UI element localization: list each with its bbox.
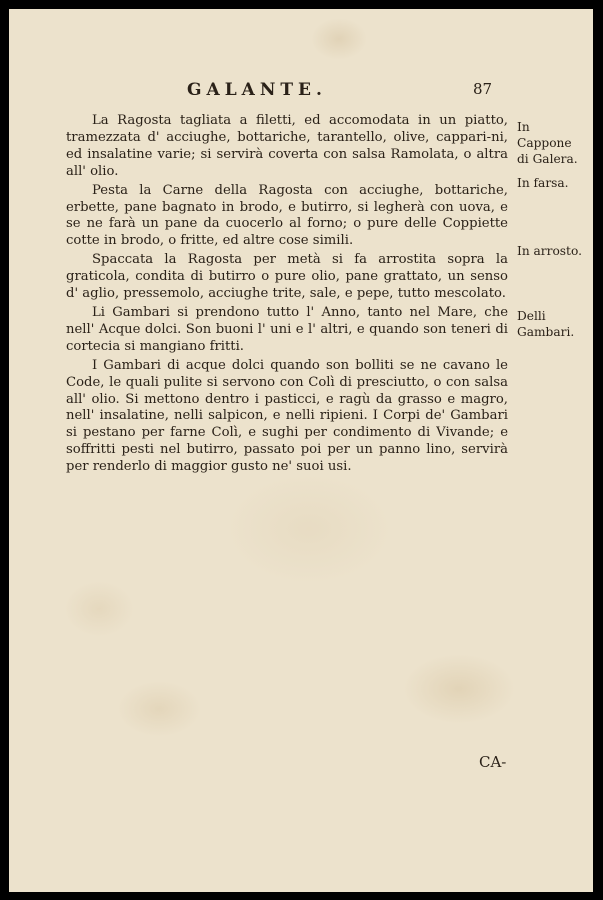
margin-note: Delli Gambari.: [517, 309, 575, 339]
paragraph: Spaccata la Ragosta per metà si fa arrostita sopra la graticola, condita di butirro o pure olio, pane grattato, un senso d' aglio, pressemolo, acciughe trite, sale, e pepe, tutto mescolato.: [66, 252, 508, 302]
paragraph: Pesta la Carne della Ragosta con acciughe, bottariche, erbette, pane bagnato in brodo, e butirro, si legherà con uova, e se ne farà un pane da cuocerlo al forno; o pure delle Coppiette cotte in brodo, o fritte, ed altre cose simili.: [66, 182, 508, 249]
page-number: 87: [473, 80, 493, 98]
margin-note: In Cappone di Galera.: [517, 120, 578, 166]
running-title: GALANTE.: [187, 80, 327, 100]
body-text: [66, 113, 508, 478]
page-header: [9, 80, 593, 104]
margin-note: In arrosto.: [517, 244, 582, 258]
paragraph: Li Gambari si prendono tutto l' Anno, tanto nel Mare, che nell' Acque dolci. Son buoni l' uni e l' altri, e quando son teneri di cortecia si mangiano fritti.: [66, 304, 508, 354]
margin-note: In farsa.: [517, 176, 569, 190]
catchword: CA-: [479, 753, 507, 771]
paragraph: I Gambari di acque dolci quando son bolliti se ne cavano le Code, le quali pulite si servono con Colì di presciutto, o con salsa all' olio. Si mettono dentro i pasticci, e ragù da grasso e magro, nell' insalatine, nelli salpicon, e nelli ripieni. I Corpi de' Gambari si pestano per farne Colì, e sughi per condimento di Vivande; e soffritti pesti nel butirro, passato poi per un panno lino, servirà per renderlo di maggior gusto ne' suoi usi.: [66, 357, 508, 475]
paragraph: La Ragosta tagliata a filetti, ed accomodata in un piatto, tramezzata d' acciughe, bottariche, tarantello, olive, cappari-ni, ed insalatine varie; si servirà coverta con salsa Ramolata, o altra all' olio.: [66, 113, 508, 179]
book-page: [9, 9, 593, 892]
